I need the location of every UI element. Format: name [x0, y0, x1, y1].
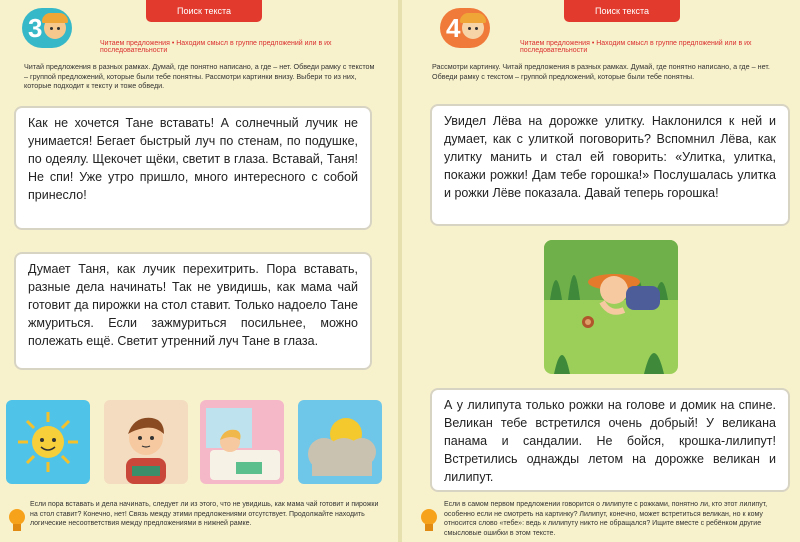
left-text-box-2[interactable]: Думает Таня, как лучик перехитрить. Пора вставать, разные дела начинать! Так не увидишь, как мама чай готовит да пирожки на стол ставит. Только надоело Тане жмуриться. Если зажмуриться посильнее, можно полежать ещё. Светит утренний луч Тане в глаза. — [14, 252, 372, 370]
sun-icon — [6, 400, 90, 484]
right-text-box-2[interactable]: А у лилипута только рожки на голове и домик на спине. Великан тебе встретился очень добрый! У великана панама и сандалии. Не бойся, крошка-лилипут! Встретились однажды летом на дорожке великан и лилипут. — [430, 388, 790, 492]
right-footer-note: Если в самом первом предложении говорится о лилипуте с рожками, понятно ли, кто этот лилипут, особенно если не смотреть на картинку? Лилипут, конечно, может встретиться великан, но к кому относится слово «тебе»: ведь к лилипуту никто не обращался? Ищите вместе с ребёнком другие смысловые ошибки в этом тексте. — [444, 501, 768, 537]
right-subtitle: Читаем предложения • Находим смысл в группе предложений или в их последовательности — [520, 40, 752, 54]
sun-picture[interactable] — [6, 400, 90, 484]
girl-bed-icon — [200, 400, 284, 484]
child-face-icon — [44, 17, 66, 39]
lightbulb-icon — [420, 508, 438, 534]
right-text-box-1[interactable]: Увидел Лёва на дорожке улитку. Наклонился к ней и думает, как с улиткой поговорить? Вспомнил Лёва, как улитку манить и стал ей говорить: «Улитка, улитка, покажи рожки! Дам тебе горошка!» Послушалась улитка и рожки Лёве показала. Давай теперь горошка! — [430, 104, 790, 226]
lightbulb-icon — [8, 508, 26, 534]
left-task-number: 3 — [28, 12, 43, 43]
boy-and-snail-picture[interactable] — [544, 240, 678, 374]
boy-icon — [104, 400, 188, 484]
boy-snail-illustration — [544, 240, 678, 374]
cloud-sun-icon — [298, 400, 382, 484]
right-instruction: Рассмотри картинку. Читай предложения в разных рамках. Думай, где понятно написано, а где – нет. Обведи рамку с текстом – группой предложений, которые были тебе понятны. — [432, 62, 770, 81]
left-task-badge — [22, 8, 72, 48]
princess-face-icon — [462, 17, 484, 39]
left-instruction: Читай предложения в разных рамках. Думай, где понятно написано, а где – нет. Обведи рамку с текстом – группой предложений, которые были тебе понятны. Рассмотри картинки внизу. Выбери то из них, которые подходит к тексту и тоже обведи. — [24, 62, 375, 90]
left-footer-note: Если пора вставать и дела начинать, следует ли из этого, что не увидишь, как мама чай готовит и пирожки на стол ставит? Конечно, нет! Связь между этими предложениями отсутствует. Продолжайте находить логические несоответствия между предложениями в нижней рамке. — [30, 501, 379, 527]
girl-in-bed-picture[interactable] — [200, 400, 284, 484]
boy-picture[interactable] — [104, 400, 188, 484]
left-page — [0, 0, 398, 542]
left-text-box-1[interactable]: Как не хочется Тане вставать! А солнечный лучик не унимается! Бегает быстрый луч по стенам, по подушке, по одеялу. Щекочет щёки, светит в глаза. Вставай, Таня! Не спи! Уже утро пришло, много интересного с собой принесло! — [14, 106, 372, 230]
right-task-badge — [440, 8, 490, 48]
left-tab: Поиск текста — [146, 0, 262, 22]
cloudy-sun-picture[interactable] — [298, 400, 382, 484]
left-subtitle: Читаем предложения • Находим смысл в группе предложений или в их последовательности — [100, 40, 332, 54]
right-task-number: 4 — [446, 12, 461, 43]
right-tab: Поиск текста — [564, 0, 680, 22]
